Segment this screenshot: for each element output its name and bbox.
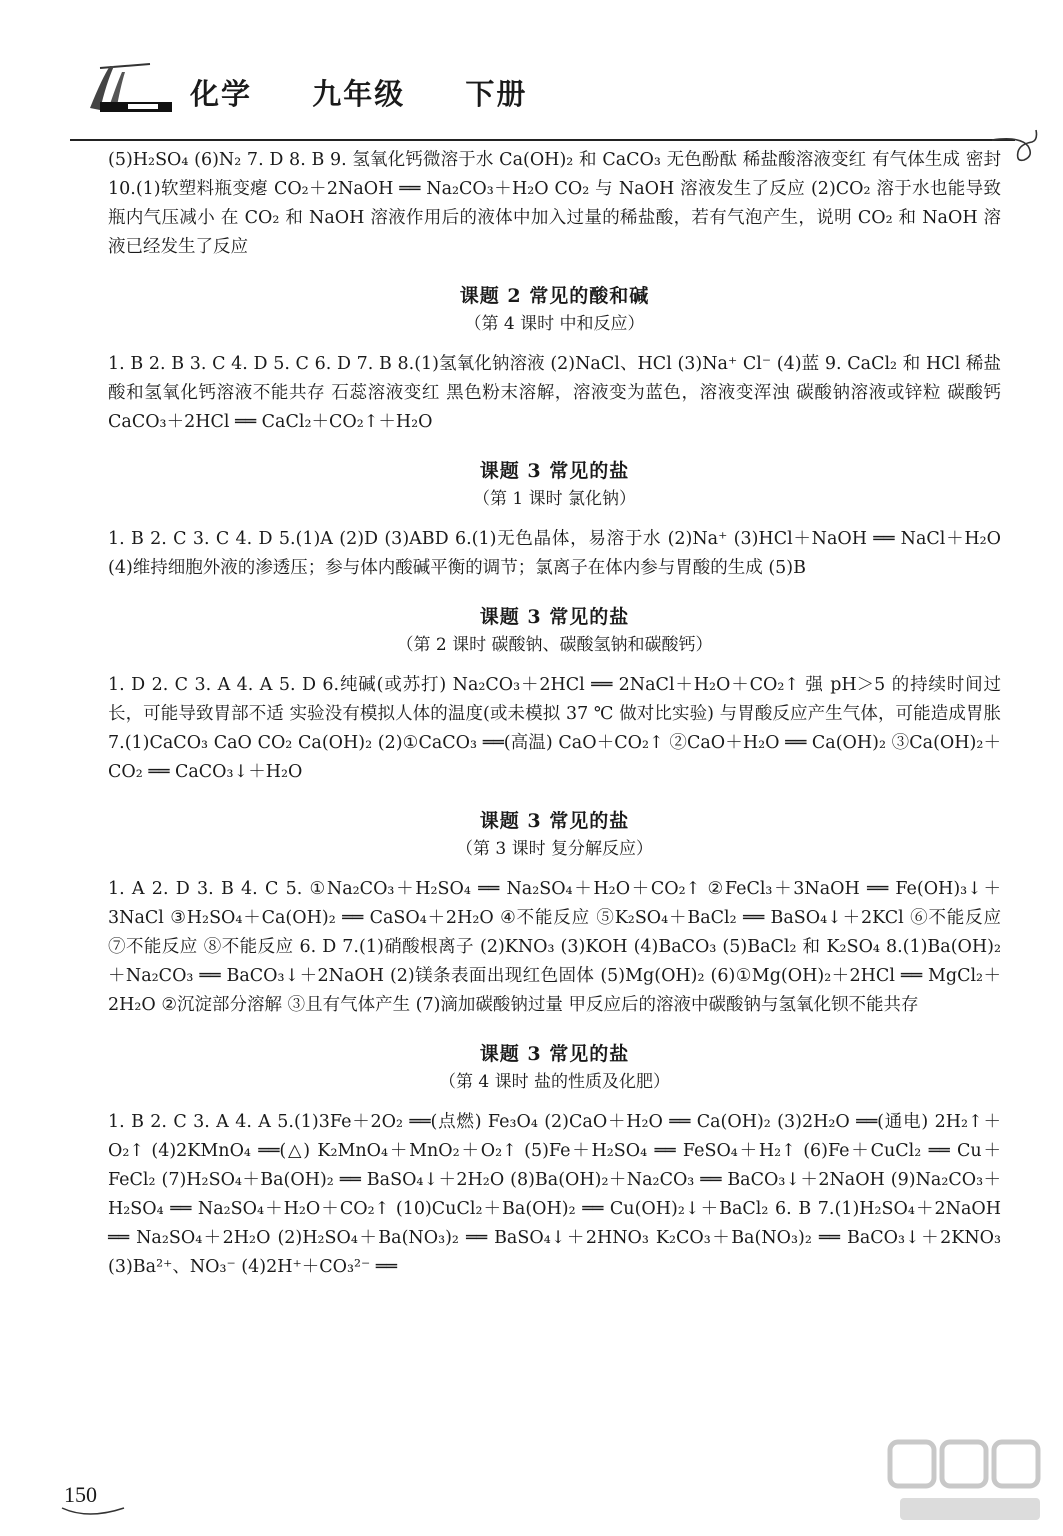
watermark-logo-icon bbox=[880, 1432, 1050, 1532]
section-title: 课题 2 常见的酸和碱 bbox=[459, 285, 650, 307]
section-title: 课题 3 常见的盐 bbox=[479, 460, 630, 482]
section-acid-base bbox=[108, 282, 1001, 437]
section-subtitle: （第 2 课时 碳酸钠、碳酸氢钠和碳酸钙） bbox=[396, 635, 713, 655]
page-number: 150 bbox=[64, 1482, 97, 1507]
section-body: 1. B 2. C 3. A 4. A 5.(1)3Fe＋2O₂ ══(点燃) Fe₃O₄ (2)CaO＋H₂O ══ Ca(OH)₂ (3)2H₂O ══(通电) 2H₂↑＋O₂↑ (4)2KMnO₄ ══(△) K₂MnO₄＋MnO₂＋O₂↑ (5)Fe＋H₂SO₄ ══ FeSO₄＋H₂↑ (6)Fe＋CuCl₂ ══ Cu＋FeCl₂ (7)H₂SO₄＋Ba(OH)₂ ══ BaSO₄↓＋2H₂O (8)Ba(OH)₂＋Na₂CO₃ ══ BaCO₃↓＋2NaOH (9)Na₂CO₃＋H₂SO₄ ══ Na₂SO₄＋H₂O＋CO₂↑ (10)CuCl₂＋Ba(OH)₂ ══ Cu(OH)₂↓＋BaCl₂ 6. B 7.(1)H₂SO₄＋2NaOH ══ Na₂SO₄＋2H₂O (2)H₂SO₄＋Ba(NO₃)₂ ══ BaSO₄↓＋2HNO₃ K₂CO₃＋Ba(NO₃)₂ ══ BaCO₃↓＋2KNO₃ (3)Ba²⁺、NO₃⁻ (4)2H⁺＋CO₃²⁻ ══ bbox=[108, 1112, 1001, 1277]
section-salt-2 bbox=[108, 603, 1001, 787]
section-body: 1. A 2. D 3. B 4. C 5. ①Na₂CO₃＋H₂SO₄ ══ Na₂SO₄＋H₂O＋CO₂↑ ②FeCl₃＋3NaOH ══ Fe(OH)₃↓＋3NaCl ③H₂SO₄＋Ca(OH)₂ ══ CaSO₄＋2H₂O ④不能反应 ⑤K₂SO₄＋BaCl₂ ══ BaSO₄↓＋2KCl ⑥不能反应 ⑦不能反应 ⑧不能反应 6. D 7.(1)硝酸根离子 (2)KNO₃ (3)KOH (4)BaCO₃ (5)BaCl₂ 和 K₂SO₄ 8.(1)Ba(OH)₂＋Na₂CO₃ ══ BaCO₃↓＋2NaOH (2)镁条表面出现红色固体 (5)Mg(OH)₂ (6)①Mg(OH)₂＋2HCl ══ MgCl₂＋2H₂O ②沉淀部分溶解 ③且有气体产生 (7)滴加碳酸钠过量 甲反应后的溶液中碳酸钠与氢氧化钡不能共存 bbox=[108, 879, 1001, 1015]
section-body: 1. D 2. C 3. A 4. A 5. D 6.纯碱(或苏打) Na₂CO₃＋2HCl ══ 2NaCl＋H₂O＋CO₂↑ 强 pH＞5 的持续时间过长，可能导致胃部不适 实验没有模拟人体的温度(或未模拟 37 ℃ 做对比实验) 与胃酸反应产生气体，可能造成胃胀 7.(1)CaCO₃ CaO CO₂ Ca(OH)₂ (2)①CaCO₃ ══(高温) CaO＋CO₂↑ ②CaO＋H₂O ══ Ca(OH)₂ ③Ca(OH)₂＋CO₂ ══ CaCO₃↓＋H₂O bbox=[108, 675, 1001, 782]
section-title: 课题 3 常见的盐 bbox=[479, 810, 630, 832]
section-subtitle: （第 1 课时 氯化钠） bbox=[472, 489, 637, 509]
answer-content bbox=[108, 146, 1001, 1282]
section-subtitle: （第 3 课时 复分解反应） bbox=[455, 839, 654, 859]
book-logo-icon bbox=[80, 58, 180, 114]
section-salt-4 bbox=[108, 1040, 1001, 1282]
section-salt-1 bbox=[108, 457, 1001, 583]
intro-paragraph: (5)H₂SO₄ (6)N₂ 7. D 8. B 9. 氢氧化钙微溶于水 Ca(OH)₂ 和 CaCO₃ 无色酚酞 稀盐酸溶液变红 有气体生成 密封 10.(1)软塑料瓶变瘪 CO₂＋2NaOH ══ Na₂CO₃＋H₂O CO₂ 与 NaOH 溶液发生了反应 (2)CO₂ 溶于水也能导致瓶内气压减小 在 CO₂ 和 NaOH 溶液作用后的液体中加入过量的稀盐酸，若有气泡产生，说明 CO₂ 和 NaOH 溶液已经发生了反应 bbox=[108, 150, 1001, 257]
section-subtitle: （第 4 课时 中和反应） bbox=[464, 314, 645, 334]
section-title: 课题 3 常见的盐 bbox=[479, 606, 630, 628]
header-rule bbox=[70, 139, 1015, 141]
section-salt-3 bbox=[108, 807, 1001, 1020]
page-header bbox=[0, 40, 1063, 150]
section-subtitle: （第 4 课时 盐的性质及化肥） bbox=[438, 1072, 671, 1092]
page-title: 化学 九年级 下册 bbox=[190, 77, 528, 111]
section-body: 1. B 2. C 3. C 4. D 5.(1)A (2)D (3)ABD 6.(1)无色晶体，易溶于水 (2)Na⁺ (3)HCl＋NaOH ══ NaCl＋H₂O (4)维持细胞外液的渗透压；参与体内酸碱平衡的调节；氯离子在体内参与胃酸的生成 (5)B bbox=[108, 529, 1001, 578]
section-body: 1. B 2. B 3. C 4. D 5. C 6. D 7. B 8.(1)氢氧化钠溶液 (2)NaCl、HCl (3)Na⁺ Cl⁻ (4)蓝 9. CaCl₂ 和 HCl 稀盐酸和氢氧化钙溶液不能共存 石蕊溶液变红 黑色粉末溶解，溶液变为蓝色，溶液变浑浊 碳酸钠溶液或锌粒 碳酸钙 CaCO₃＋2HCl ══ CaCl₂＋CO₂↑＋H₂O bbox=[108, 354, 1001, 432]
section-title: 课题 3 常见的盐 bbox=[479, 1043, 630, 1065]
